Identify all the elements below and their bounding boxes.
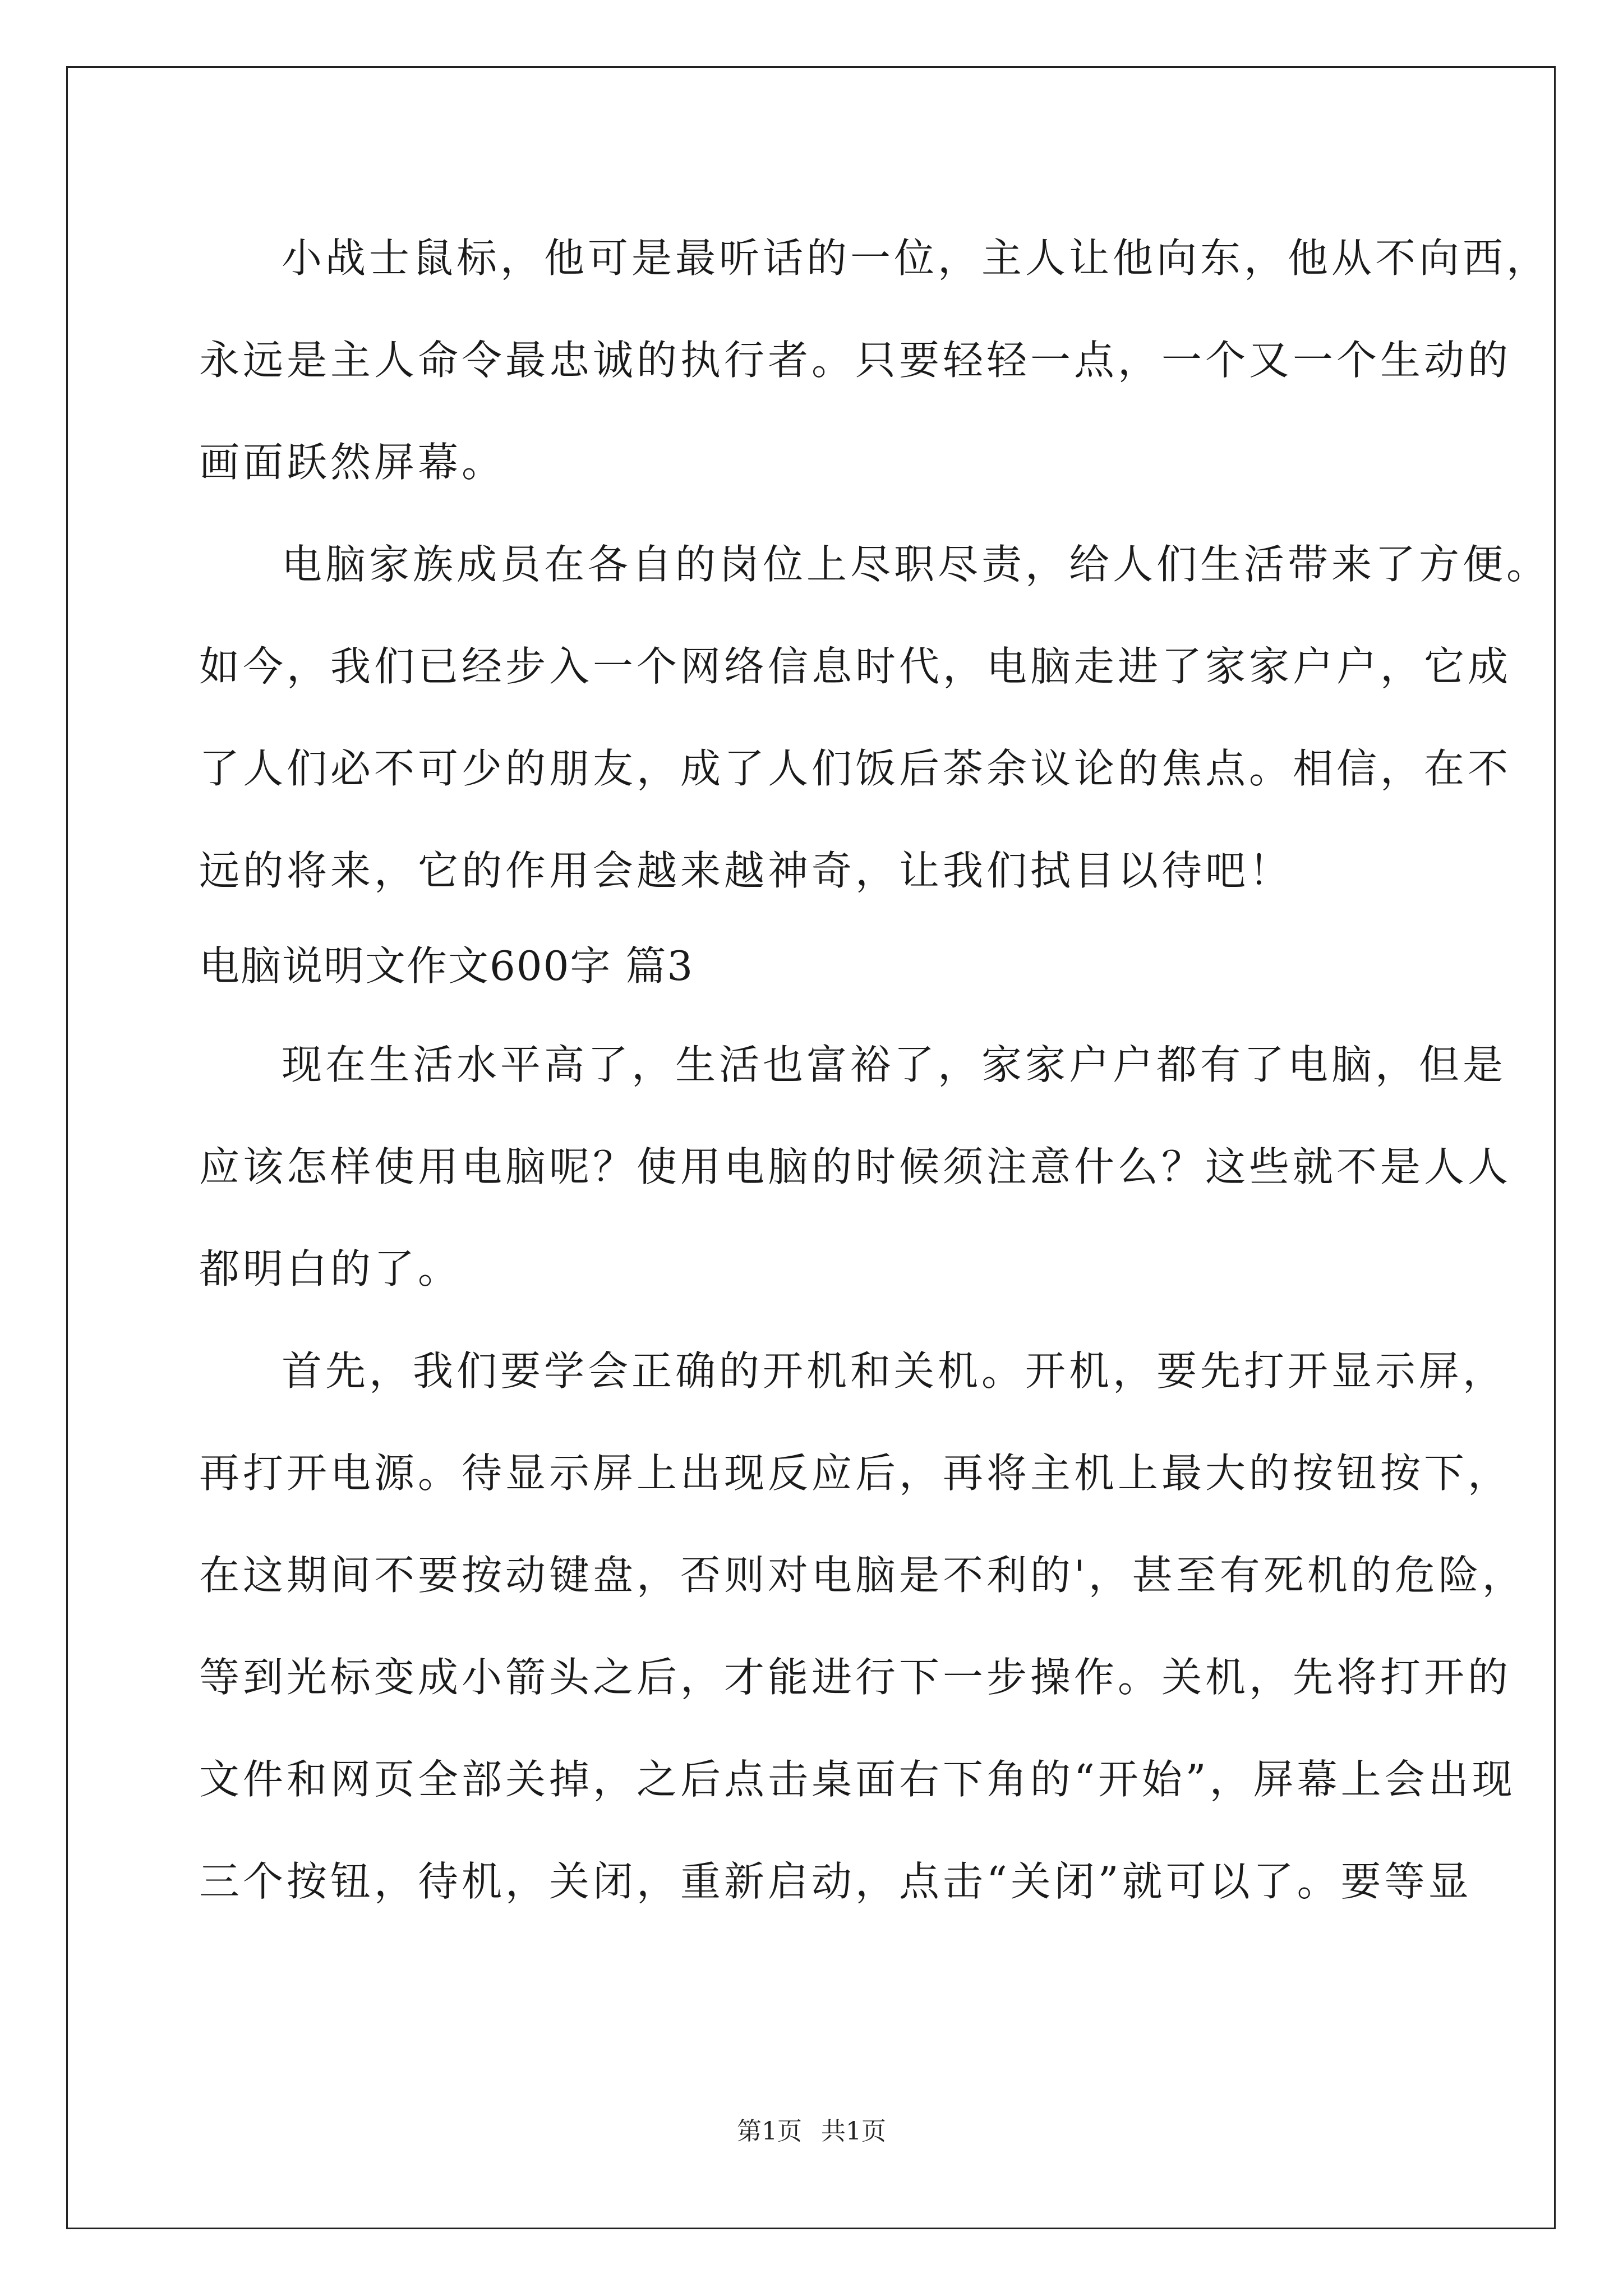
text-line: 应该怎样使用电脑呢？使用电脑的时候须注意什么？这些就不是人人 <box>199 1143 1512 1190</box>
text-line: 首先，我们要学会正确的开机和关机。开机，要先打开显示屏， <box>282 1347 1507 1395</box>
text-line: 等到光标变成小箭头之后，才能进行下一步操作。关机，先将打开的 <box>199 1654 1512 1701</box>
text-line: 文件和网页全部关掉，之后点击桌面右下角的“开始”，屏幕上会出现 <box>199 1756 1516 1803</box>
page-number: 第1页 <box>737 2117 802 2146</box>
text-line: 三个按钮，待机，关闭，重新启动，点击“关闭”就可以了。要等显 <box>199 1858 1472 1905</box>
page-footer <box>0 2115 1623 2148</box>
text-line: 再打开电源。待显示屏上出现反应后，再将主机上最大的按钮按下， <box>199 1450 1512 1497</box>
text-line: 电脑家族成员在各自的岗位上尽职尽责，给人们生活带来了方便。 <box>282 541 1551 588</box>
text-line: 永远是主人命令最忠诚的执行者。只要轻轻一点，一个又一个生动的 <box>199 337 1512 384</box>
text-line: 现在生活水平高了，生活也富裕了，家家户户都有了电脑，但是 <box>282 1041 1507 1088</box>
text-line: 在这期间不要按动键盘，否则对电脑是不利的'，甚至有死机的危险， <box>199 1552 1526 1599</box>
text-line: 如今，我们已经步入一个网络信息时代，电脑走进了家家户户，它成 <box>199 643 1512 690</box>
text-line: 都明白的了。 <box>199 1245 462 1292</box>
page-total: 共1页 <box>821 2117 886 2146</box>
text-line: 小战士鼠标，他可是最听话的一位，主人让他向东，他从不向西， <box>282 234 1551 282</box>
text-line: 画面跃然屏幕。 <box>199 439 506 486</box>
text-line: 了人们必不可少的朋友，成了人们饭后茶余议论的焦点。相信，在不 <box>199 745 1512 792</box>
text-line: 远的将来，它的作用会越来越神奇，让我们拭目以待吧！ <box>199 847 1293 894</box>
section-heading: 电脑说明文作文600字 篇3 <box>199 942 694 990</box>
